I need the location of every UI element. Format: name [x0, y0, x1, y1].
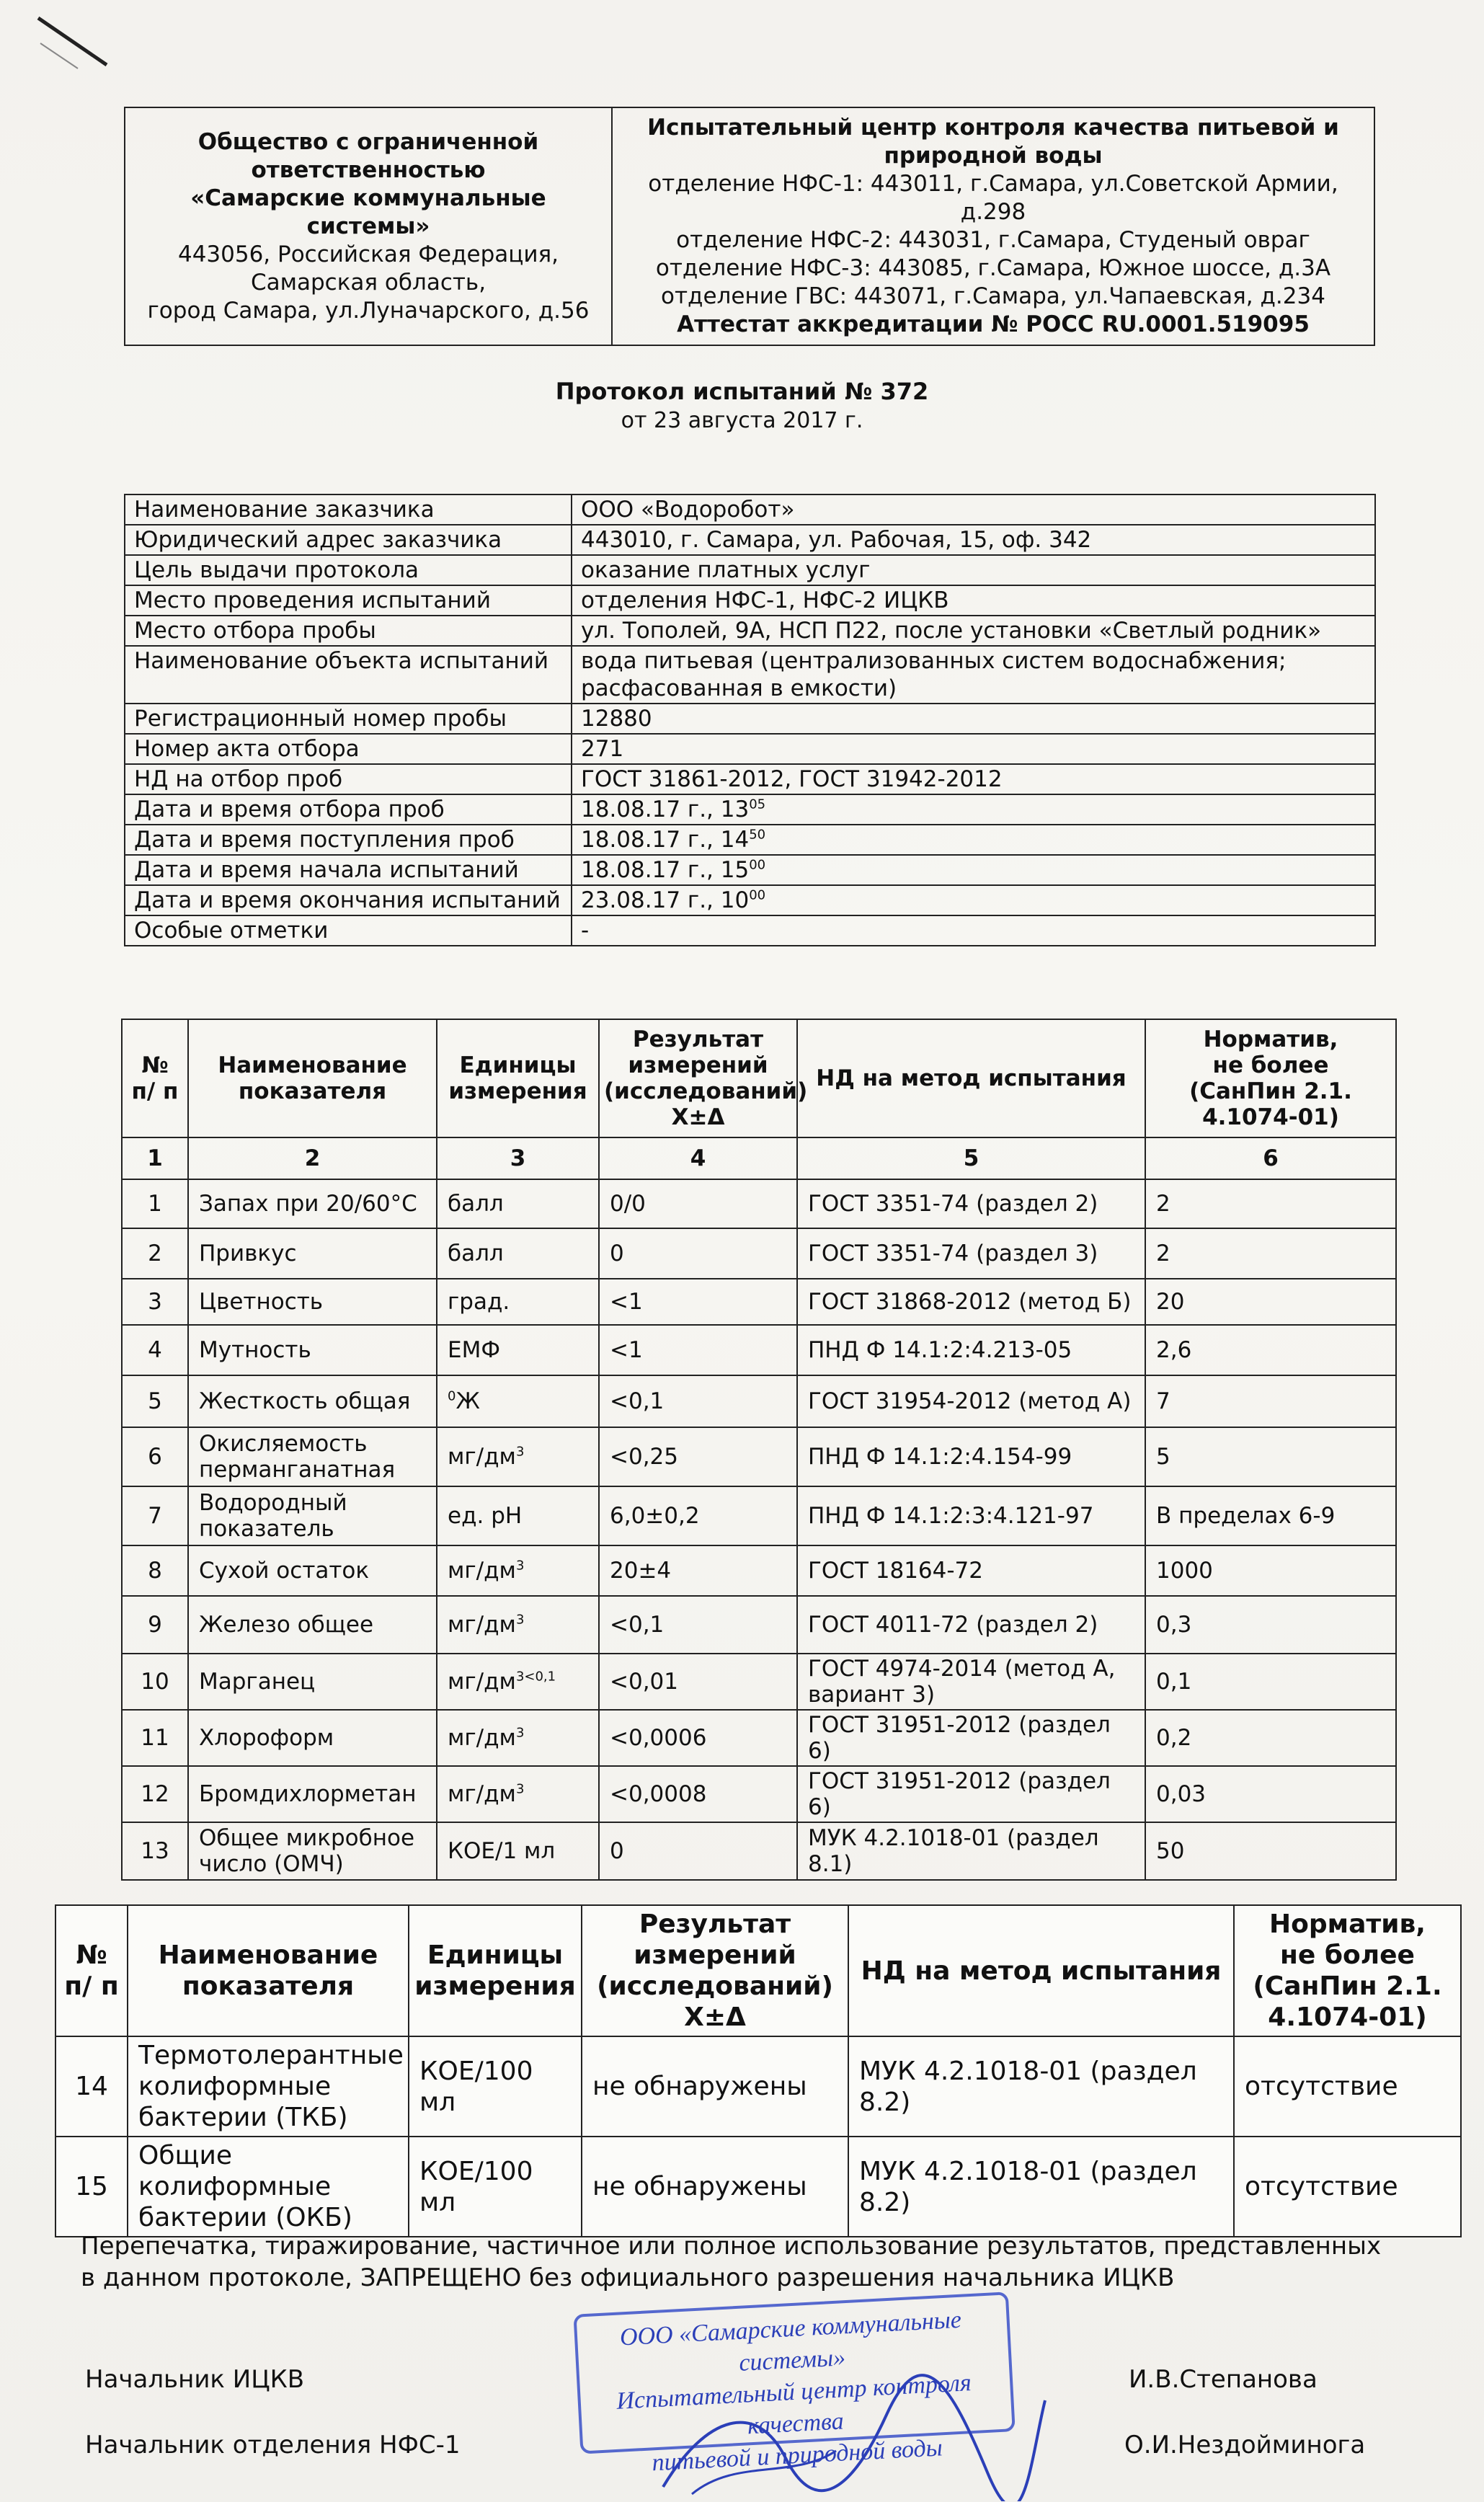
cell-name: Окисляемость перманганатная	[188, 1427, 437, 1486]
cell-num: 13	[122, 1822, 188, 1880]
cell-method: ГОСТ 31954-2012 (метод А)	[797, 1375, 1145, 1427]
cell-name: Хлороформ	[188, 1710, 437, 1766]
cell-unit	[437, 1766, 599, 1822]
col-result-header	[599, 1019, 808, 1137]
org-address-line2: Самарская область,	[250, 269, 486, 296]
table-row	[122, 1179, 1396, 1228]
org-name-line4: системы»	[306, 213, 430, 239]
table-row	[122, 1325, 1396, 1375]
cell-norm: отсутствие	[1234, 2036, 1461, 2137]
table-row	[122, 1279, 1396, 1325]
info-value	[572, 646, 1375, 704]
col-norm-header	[1234, 1905, 1461, 2036]
col-result-h3: (исследований)	[597, 1971, 833, 2001]
org-name-line3: «Самарские коммунальные	[190, 185, 546, 211]
unit-text: Ж	[456, 1388, 480, 1414]
org-address-line1: 443056, Российская Федерация,	[177, 241, 559, 267]
cell-name: Мутность	[188, 1325, 437, 1375]
table-row	[122, 1427, 1396, 1486]
info-key: Место отбора пробы	[125, 616, 572, 646]
info-key: Регистрационный номер пробы	[125, 704, 572, 734]
cell-name: Общее микробное число (ОМЧ)	[188, 1822, 437, 1880]
table-row	[55, 2137, 1461, 2237]
cell-result: 0	[599, 1822, 797, 1880]
cell-norm: 0,2	[1145, 1710, 1396, 1766]
signatory-role-1: Начальник ИЦКВ	[85, 2365, 305, 2394]
results-table-continued	[55, 1904, 1462, 2237]
cell-name: Общие колиформные бактерии (ОКБ)	[128, 2137, 409, 2237]
column-index: 5	[797, 1137, 1145, 1179]
table-row	[122, 1228, 1396, 1279]
cell-num: 15	[55, 2137, 128, 2237]
info-value: оказание платных услуг	[572, 555, 1375, 585]
cell-result: <0,1	[599, 1596, 797, 1654]
info-value: ООО «Водоробот»	[572, 494, 1375, 525]
info-value-text: 18.08.17 г., 15	[581, 857, 750, 883]
stamp-line3: питьевой и природной воды	[651, 2434, 943, 2477]
info-value-text: 18.08.17 г., 14	[581, 827, 750, 853]
info-key: Дата и время отбора проб	[125, 794, 572, 825]
header-table	[124, 107, 1375, 346]
cell-norm: 2	[1145, 1228, 1396, 1279]
cell-norm: В пределах 6-9	[1145, 1486, 1396, 1545]
info-key: Юридический адрес заказчика	[125, 525, 572, 555]
col-method-header: НД на метод испытания	[848, 1905, 1234, 2036]
info-row	[125, 855, 1375, 885]
cell-norm: 0,03	[1145, 1766, 1396, 1822]
cell-num: 10	[122, 1654, 188, 1710]
cell-method: ГОСТ 31951-2012 (раздел 6)	[797, 1710, 1145, 1766]
cell-unit	[437, 1325, 599, 1375]
time-minutes: 00	[749, 887, 766, 903]
cell-norm: 2	[1145, 1179, 1396, 1228]
info-row	[125, 915, 1375, 946]
cell-name: Привкус	[188, 1228, 437, 1279]
col-name-header: Наименование показателя	[188, 1019, 437, 1137]
results-body	[122, 1179, 1396, 1880]
unit-text: балл	[448, 1191, 504, 1217]
signatory-role-2: Начальник отделения НФС-1	[85, 2431, 461, 2459]
signatory-name-2: О.И.Нездойминога	[1124, 2431, 1366, 2459]
cell-num: 8	[122, 1545, 188, 1596]
col-norm-header	[1145, 1019, 1396, 1137]
cell-norm: 7	[1145, 1375, 1396, 1427]
cell-name: Жесткость общая	[188, 1375, 437, 1427]
table-row	[122, 1596, 1396, 1654]
info-row	[125, 825, 1375, 855]
cell-result: 0/0	[599, 1179, 797, 1228]
col-num-header: № п/ п	[55, 1905, 128, 2036]
info-value: ГОСТ 31861-2012, ГОСТ 31942-2012	[572, 764, 1375, 794]
unit-text: мг/дм	[448, 1669, 516, 1695]
cell-num: 11	[122, 1710, 188, 1766]
info-key: Место проведения испытаний	[125, 585, 572, 616]
col-norm-h4: 4.1074-01)	[1268, 2002, 1427, 2032]
cell-num: 4	[122, 1325, 188, 1375]
info-value-text: 18.08.17 г., 13	[581, 797, 750, 822]
cell-result: <0,01	[599, 1654, 797, 1710]
col-result-header	[582, 1905, 848, 2036]
info-row	[125, 525, 1375, 555]
lab-dept-2: отделение НФС-2: 443031, г.Самара, Студеный овраг	[676, 227, 1310, 253]
cell-norm: 5	[1145, 1427, 1396, 1486]
cell-method: ГОСТ 4974-2014 (метод А, вариант 3)	[797, 1654, 1145, 1710]
info-row	[125, 555, 1375, 585]
cell-method: ПНД Ф 14.1:2:3:4.121-97	[797, 1486, 1145, 1545]
cell-name: Запах при 20/60°С	[188, 1179, 437, 1228]
info-value	[572, 885, 1375, 915]
column-index: 6	[1145, 1137, 1396, 1179]
column-index: 3	[437, 1137, 599, 1179]
info-value-line1: вода питьевая (централизованных систем водоснабжения;	[581, 648, 1287, 674]
info-key: Цель выдачи протокола	[125, 555, 572, 585]
cell-result: 6,0±0,2	[599, 1486, 797, 1545]
org-address-line3: город Самара, ул.Луначарского, д.56	[147, 297, 590, 324]
info-row	[125, 585, 1375, 616]
col-result-h1: Результат	[632, 1026, 764, 1052]
results-body	[55, 2036, 1461, 2237]
signatory-name-1: И.В.Степанова	[1129, 2365, 1318, 2394]
cell-name: Сухой остаток	[188, 1545, 437, 1596]
unit-text: мг/дм	[448, 1444, 516, 1470]
info-value: -	[572, 915, 1375, 946]
cell-unit	[437, 1228, 599, 1279]
table-row	[122, 1486, 1396, 1545]
lab-name-line2: природной воды	[884, 143, 1103, 169]
table-row	[55, 2036, 1461, 2137]
col-norm-h1: Норматив,	[1269, 1909, 1426, 1939]
info-key: Номер акта отбора	[125, 734, 572, 764]
cell-name: Термотолерантные колиформные бактерии (ТКБ)	[128, 2036, 409, 2137]
col-method-header: НД на метод испытания	[797, 1019, 1145, 1137]
cell-num: 6	[122, 1427, 188, 1486]
column-index: 2	[188, 1137, 437, 1179]
info-row	[125, 616, 1375, 646]
info-row	[125, 794, 1375, 825]
cell-method: ПНД Ф 14.1:2:4.154-99	[797, 1427, 1145, 1486]
cell-norm: 0,3	[1145, 1596, 1396, 1654]
results-header-row	[122, 1019, 1396, 1137]
info-row	[125, 764, 1375, 794]
cell-num: 12	[122, 1766, 188, 1822]
cell-unit	[437, 1375, 599, 1427]
unit-text: КОЕ/100 мл	[419, 2056, 533, 2117]
cell-result: не обнаружены	[582, 2137, 848, 2237]
accreditation: Аттестат аккредитации № РОСС RU.0001.519095	[677, 311, 1310, 337]
table-row	[122, 1766, 1396, 1822]
cell-norm: отсутствие	[1234, 2137, 1461, 2237]
org-name-line2: ответственностью	[251, 156, 486, 183]
unit-exponent: 3	[515, 1781, 525, 1797]
col-result-h4: X±Δ	[684, 2002, 746, 2032]
info-key: Наименование объекта испытаний	[125, 646, 572, 704]
info-key: Дата и время поступления проб	[125, 825, 572, 855]
cell-method: МУК 4.2.1018-01 (раздел 8.2)	[848, 2036, 1234, 2137]
info-value: 443010, г. Самара, ул. Рабочая, 15, оф. 342	[572, 525, 1375, 555]
unit-text: КОЕ/1 мл	[448, 1838, 556, 1864]
cell-result: <0,25	[599, 1427, 797, 1486]
col-norm-h2: не более	[1280, 1940, 1415, 1970]
table-row	[122, 1654, 1396, 1710]
protocol-title: Протокол испытаний № 372	[555, 378, 929, 405]
unit-text: мг/дм	[448, 1558, 516, 1584]
stamp-line1: ООО «Самарские коммунальные системы»	[619, 2306, 962, 2377]
col-norm-h1: Норматив,	[1203, 1026, 1338, 1052]
time-minutes: 00	[749, 857, 766, 873]
cell-unit	[437, 1545, 599, 1596]
cell-result: <1	[599, 1325, 797, 1375]
col-result-h3: (исследований)	[604, 1078, 808, 1104]
cell-method: ГОСТ 31951-2012 (раздел 6)	[797, 1766, 1145, 1822]
info-value	[572, 794, 1375, 825]
col-norm-h3: (СанПин 2.1.	[1189, 1078, 1352, 1104]
lab-name-line1: Испытательный центр контроля качества питьевой и	[647, 115, 1339, 141]
info-key: Наименование заказчика	[125, 494, 572, 525]
unit-text: ед. pH	[448, 1503, 523, 1529]
cell-num: 7	[122, 1486, 188, 1545]
info-row	[125, 494, 1375, 525]
cell-method: ГОСТ 31868-2012 (метод Б)	[797, 1279, 1145, 1325]
cell-num: 1	[122, 1179, 188, 1228]
info-value: ул. Тополей, 9А, НСП П22, после установки «Светлый родник»	[572, 616, 1375, 646]
unit-text: мг/дм	[448, 1725, 516, 1751]
cell-method: ГОСТ 18164-72	[797, 1545, 1145, 1596]
cell-unit	[409, 2137, 582, 2237]
results-header-row	[55, 1905, 1461, 2036]
info-row	[125, 885, 1375, 915]
table-row	[122, 1710, 1396, 1766]
unit-exponent: 3	[515, 1612, 525, 1628]
cell-num: 2	[122, 1228, 188, 1279]
info-value: 271	[572, 734, 1375, 764]
cell-result: не обнаружены	[582, 2036, 848, 2137]
cell-num: 9	[122, 1596, 188, 1654]
column-index: 4	[599, 1137, 797, 1179]
col-unit-header: Единицы измерения	[437, 1019, 599, 1137]
cell-unit	[437, 1179, 599, 1228]
cell-unit	[437, 1486, 599, 1545]
cell-result: <0,0006	[599, 1710, 797, 1766]
unit-text: мг/дм	[448, 1781, 516, 1807]
cell-name: Марганец	[188, 1654, 437, 1710]
lab-dept-1: отделение НФС-1: 443011, г.Самара, ул.Советской Армии, д.298	[648, 171, 1338, 225]
pen-mark	[35, 14, 114, 72]
cell-num: 14	[55, 2036, 128, 2137]
column-index-row	[122, 1137, 1396, 1179]
cell-norm: 20	[1145, 1279, 1396, 1325]
info-value-line2: расфасованная в емкости)	[581, 675, 897, 701]
col-unit-header: Единицы измерения	[409, 1905, 582, 2036]
cell-unit	[437, 1710, 599, 1766]
col-name-header: Наименование показателя	[128, 1905, 409, 2036]
lab-dept-4: отделение ГВС: 443071, г.Самара, ул.Чапаевская, д.234	[661, 283, 1325, 309]
handwritten-signature	[649, 2372, 1052, 2501]
results-table	[121, 1019, 1397, 1881]
protocol-date: от 23 августа 2017 г.	[621, 408, 863, 433]
cell-name: Железо общее	[188, 1596, 437, 1654]
info-key: Особые отметки	[125, 915, 572, 946]
unit-exponent: 3<0,1	[515, 1669, 556, 1685]
table-row	[122, 1545, 1396, 1596]
cell-unit	[409, 2036, 582, 2137]
cell-norm: 2,6	[1145, 1325, 1396, 1375]
cell-norm: 50	[1145, 1822, 1396, 1880]
cell-unit	[437, 1596, 599, 1654]
cell-norm: 1000	[1145, 1545, 1396, 1596]
table-row	[122, 1375, 1396, 1427]
org-name-line1: Общество с ограниченной	[197, 128, 539, 155]
info-value: 12880	[572, 704, 1375, 734]
cell-method: ГОСТ 3351-74 (раздел 2)	[797, 1179, 1145, 1228]
cell-name: Водородный показатель	[188, 1486, 437, 1545]
table-row	[122, 1822, 1396, 1880]
info-key: Дата и время начала испытаний	[125, 855, 572, 885]
cell-num: 5	[122, 1375, 188, 1427]
cell-unit	[437, 1427, 599, 1486]
col-norm-h4: 4.1074-01)	[1202, 1104, 1339, 1130]
unit-exponent: 3	[515, 1444, 525, 1460]
cell-result: <1	[599, 1279, 797, 1325]
col-norm-h3: (СанПин 2.1.	[1253, 1971, 1442, 2001]
col-result-h4: X±Δ	[671, 1104, 725, 1130]
unit-degree: 0	[448, 1388, 456, 1404]
cell-method: ПНД Ф 14.1:2:4.213-05	[797, 1325, 1145, 1375]
time-minutes: 50	[749, 827, 766, 843]
cell-method: ГОСТ 4011-72 (раздел 2)	[797, 1596, 1145, 1654]
unit-text: ЕМФ	[448, 1337, 501, 1363]
column-index: 1	[122, 1137, 188, 1179]
info-key: Дата и время окончания испытаний	[125, 885, 572, 915]
cell-unit	[437, 1279, 599, 1325]
unit-text: балл	[448, 1241, 504, 1266]
lab-dept-3: отделение НФС-3: 443085, г.Самара, Южное шоссе, д.3А	[655, 255, 1331, 281]
info-value-text: 23.08.17 г., 10	[581, 887, 750, 913]
info-value: отделения НФС-1, НФС-2 ИЦКВ	[572, 585, 1375, 616]
cell-result: 20±4	[599, 1545, 797, 1596]
info-row	[125, 646, 1375, 704]
info-row	[125, 734, 1375, 764]
cell-method: МУК 4.2.1018-01 (раздел 8.2)	[848, 2137, 1234, 2237]
cell-unit	[437, 1822, 599, 1880]
disclaimer: Перепечатка, тиражирование, частичное или полное использование результатов, представленных в данном протоколе, ЗАПРЕЩЕНО без официального разрешения начальника ИЦКВ	[81, 2232, 1382, 2292]
time-minutes: 05	[749, 797, 766, 812]
unit-exponent: 3	[515, 1558, 525, 1574]
cell-name: Бромдихлорметан	[188, 1766, 437, 1822]
col-result-h2: измерений	[628, 1052, 768, 1078]
info-table	[124, 494, 1376, 946]
col-result-h2: измерений	[634, 1940, 796, 1970]
unit-text: мг/дм	[448, 1612, 516, 1638]
stamp-line2: Испытательный центр контроля качества	[616, 2369, 972, 2440]
info-value	[572, 825, 1375, 855]
info-row	[125, 704, 1375, 734]
cell-result: 0	[599, 1228, 797, 1279]
unit-text: град.	[448, 1289, 510, 1315]
col-norm-h2: не более	[1212, 1052, 1329, 1078]
laboratory-cell	[612, 107, 1374, 345]
cell-num: 3	[122, 1279, 188, 1325]
cell-result: <0,1	[599, 1375, 797, 1427]
cell-method: ГОСТ 3351-74 (раздел 3)	[797, 1228, 1145, 1279]
unit-exponent: 3	[515, 1725, 525, 1741]
cell-result: <0,0008	[599, 1766, 797, 1822]
info-key: НД на отбор проб	[125, 764, 572, 794]
col-result-h1: Результат	[639, 1909, 791, 1939]
cell-norm: 0,1	[1145, 1654, 1396, 1710]
cell-method: МУК 4.2.1018-01 (раздел 8.1)	[797, 1822, 1145, 1880]
organization-cell	[125, 107, 612, 345]
unit-text: КОЕ/100 мл	[419, 2156, 533, 2217]
cell-unit	[437, 1654, 599, 1710]
cell-name: Цветность	[188, 1279, 437, 1325]
col-num-header: № п/ п	[122, 1019, 188, 1137]
info-value	[572, 855, 1375, 885]
